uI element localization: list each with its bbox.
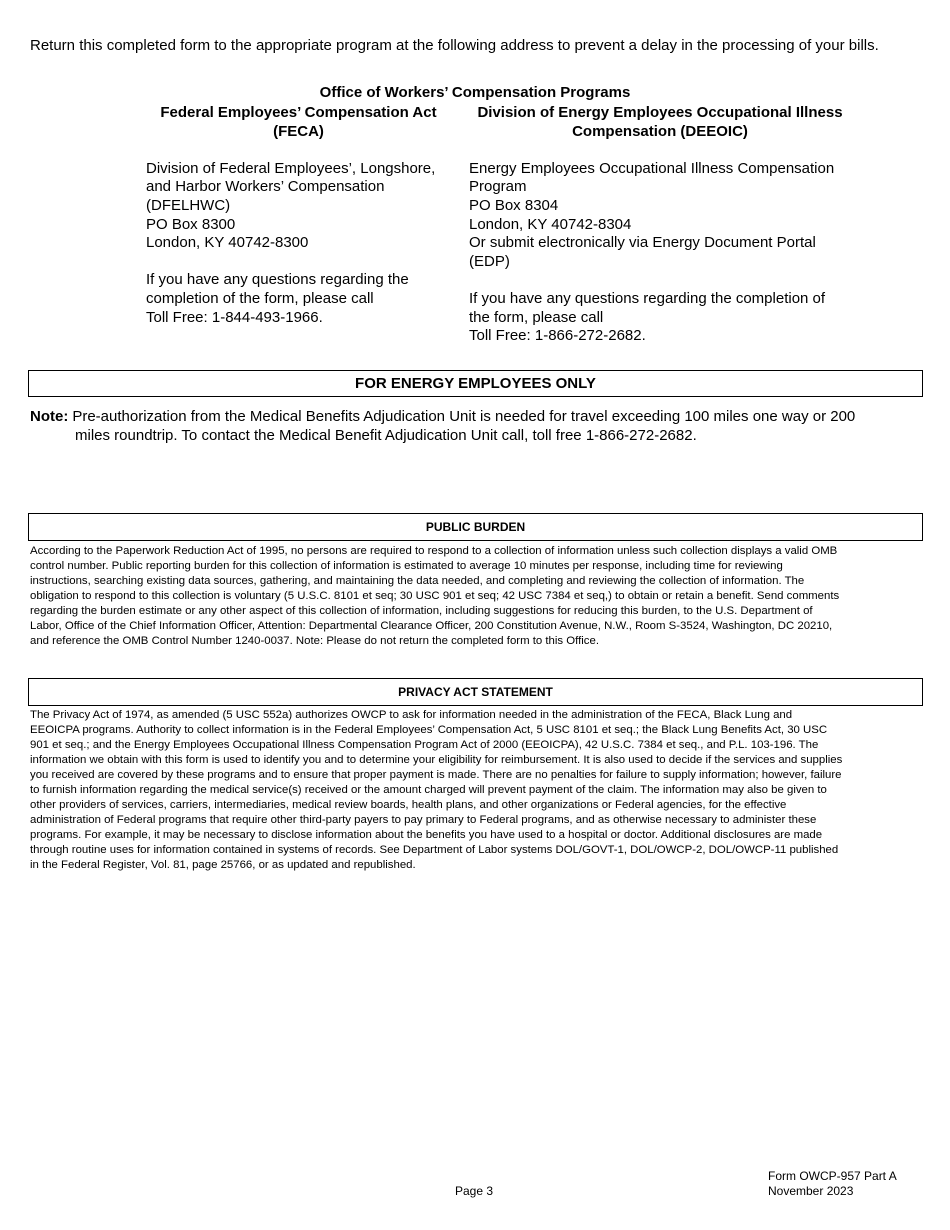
feca-heading (146, 104, 451, 141)
feca-line: London, KY 40742-8300 (146, 234, 309, 252)
feca-line: (DFELHWC) (146, 196, 231, 214)
privacy-line: 901 et seq.; and the Energy Employees Occupational Illness Compensation Program Act of 2000 (EEOICPA), 42 U.S.C. 7384 et seq., and P.L. 103-196. The (30, 739, 819, 751)
energy-employees-header: FOR ENERGY EMPLOYEES ONLY (28, 370, 923, 397)
feca-address-column (146, 104, 451, 327)
feca-line: If you have any questions regarding the (146, 271, 409, 289)
form-identifier (768, 1169, 897, 1199)
burden-line: obligation to respond to this collection is voluntary (5 U.S.C. 8101 et seq; 30 USC 901 et seq; 42 USC 7384 et seq,) to obtain or retain a benefit. Send comments (30, 590, 840, 602)
deeoic-line: the form, please call (469, 308, 604, 326)
feca-heading-line: Federal Employees’ Compensation Act (160, 104, 437, 121)
deeoic-line: Toll Free: 1-866-272-2682. (469, 327, 646, 345)
public-burden-header: PUBLIC BURDEN (28, 513, 923, 541)
form-date: November 2023 (768, 1184, 854, 1198)
privacy-line: you received are covered by these programs and to ensure that proper payment is made. There are no penalties for failure to supply information; however, failure (30, 769, 842, 781)
note-label: Note: (30, 408, 69, 425)
deeoic-line: (EDP) (469, 252, 510, 270)
burden-line: regarding the burden estimate or any other aspect of this collection of information, including suggestions for reducing this burden, to the U.S. Department of (30, 605, 813, 617)
deeoic-address-column (469, 104, 851, 346)
burden-line: According to the Paperwork Reduction Act of 1995, no persons are required to respond to a collection of information unless such collection displays a valid OMB (30, 545, 838, 557)
deeoic-line (469, 141, 851, 160)
burden-line: control number. Public reporting burden for this collection of information is estimated to average 10 minutes per response, including time for reviewing (30, 560, 783, 572)
feca-line: completion of the form, please call (146, 289, 374, 307)
deeoic-line (469, 271, 851, 290)
energy-note (30, 407, 900, 445)
deeoic-line: PO Box 8304 (469, 196, 559, 214)
privacy-line: programs. For example, it may be necessary to disclose information about the benefits you have used to a hospital or doctor. Additional disclosures are made (30, 829, 823, 841)
deeoic-line: If you have any questions regarding the completion of (469, 289, 826, 307)
privacy-act-header: PRIVACY ACT STATEMENT (28, 678, 923, 706)
privacy-line: EEOICPA programs. Authority to collect information is in the Federal Employees’ Compensation Act, 5 USC 8101 et seq.; the Black Lung Benefits Act, 30 USC (30, 724, 828, 736)
privacy-line: administration of Federal programs that require other third-party payers to pay primary to Federal programs, and as otherwise necessary to administer these (30, 814, 817, 826)
privacy-line: information we obtain with this form is used to identify you and to determine your eligibility for reimbursement. It is also used to decide if the services and supplies (30, 754, 843, 766)
feca-line (146, 141, 451, 160)
burden-line: Labor, Office of the Chief Information Officer, Attention: Departmental Clearance Officer, 200 Constitution Avenue, N.W., Room S-3524, Washington, DC 20210, (30, 620, 833, 632)
privacy-line: in the Federal Register, Vol. 81, page 25766, or as updated and republished. (30, 859, 416, 871)
office-title: Office of Workers’ Compensation Programs (319, 84, 631, 101)
public-burden-text (30, 544, 922, 649)
deeoic-line: London, KY 40742-8304 (469, 215, 632, 233)
burden-line: instructions, searching existing data sources, gathering, and maintaining the data needed, and completing and reviewing the collection of information. The (30, 575, 805, 587)
privacy-line: to furnish information regarding the medical service(s) received or the amount charged will prevent payment of the claim. The information may also be given to (30, 784, 827, 796)
feca-line: Toll Free: 1-844-493-1966. (146, 308, 323, 326)
note-text-line: miles roundtrip. To contact the Medical Benefit Adjudication Unit call, toll free 1-866-272-2682. (75, 427, 697, 444)
feca-line: and Harbor Workers’ Compensation (146, 178, 385, 196)
privacy-line: other providers of services, carriers, intermediaries, medical review boards, health plans, and other organizations or Federal agencies, for the effective (30, 799, 787, 811)
feca-heading-line: (FECA) (273, 122, 324, 140)
note-text-line: Pre-authorization from the Medical Benefits Adjudication Unit is needed for travel exceeding 100 miles one way or 200 (72, 408, 856, 425)
deeoic-line: Energy Employees Occupational Illness Compensation (469, 159, 835, 177)
deeoic-line: Or submit electronically via Energy Document Portal (469, 234, 816, 252)
burden-line: and reference the OMB Control Number 1240-0037. Note: Please do not return the completed form to this Office. (30, 635, 599, 647)
feca-line (146, 253, 451, 272)
deeoic-line: Program (469, 178, 527, 196)
privacy-line: The Privacy Act of 1974, as amended (5 USC 552a) authorizes OWCP to ask for information needed in the administration of the FECA, Black Lung and (30, 709, 793, 721)
deeoic-heading-line: Compensation (DEEOIC) (572, 122, 748, 140)
deeoic-heading (469, 104, 851, 141)
privacy-act-text (30, 708, 922, 873)
privacy-line: through routine uses for information contained in systems of records. See Department of Labor systems DOL/GOVT-1, DOL/OWCP-2, DOL/OWCP-11 published (30, 844, 839, 856)
feca-line: PO Box 8300 (146, 215, 236, 233)
feca-line: Division of Federal Employees’, Longshore, (146, 159, 436, 177)
form-number: Form OWCP-957 Part A (768, 1169, 897, 1183)
deeoic-heading-line: Division of Energy Employees Occupational Illness (477, 104, 843, 121)
page-number: Page 3 (455, 1184, 494, 1198)
intro-instruction: Return this completed form to the appropriate program at the following address to prevent a delay in the processing of your bills. (30, 37, 879, 54)
